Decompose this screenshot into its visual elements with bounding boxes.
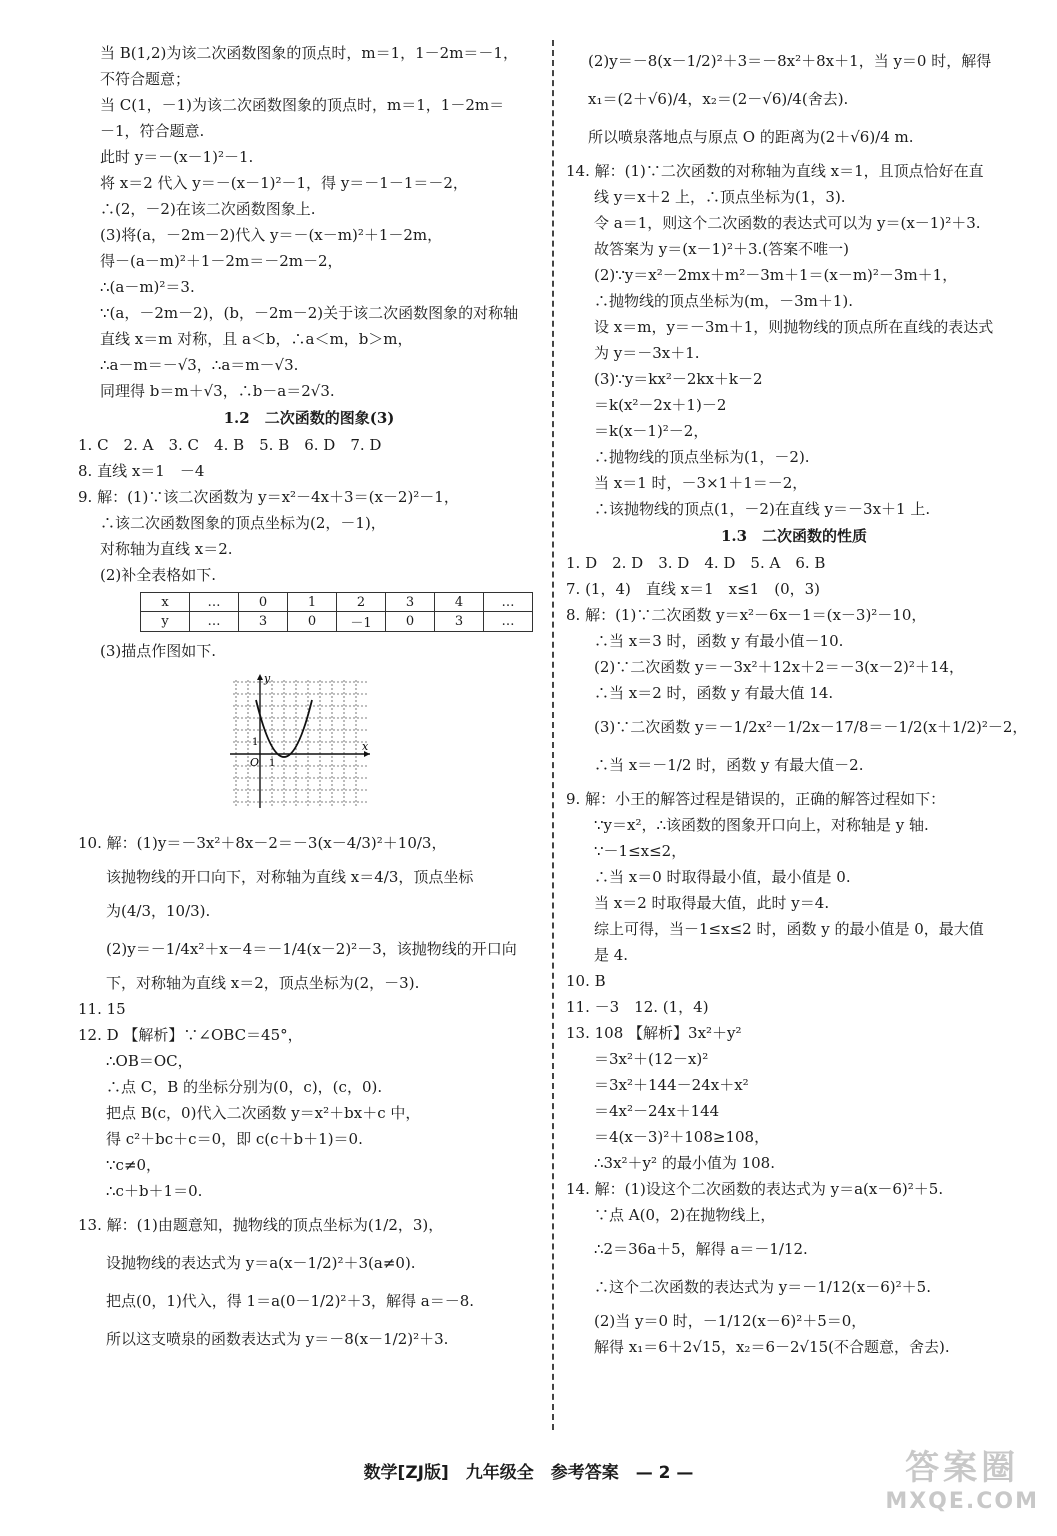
answer-line: 10. 解：(1)y＝－3x²＋8x－2＝－3(x－4/3)²＋10/3，: [78, 834, 447, 852]
text-line: (3)描点作图如下.: [100, 642, 217, 660]
text-line: 不符合题意；: [100, 70, 191, 88]
text-line: (3)∵y＝kx²－2kx＋k－2: [594, 370, 763, 388]
y-unit-label: 1: [252, 737, 259, 748]
text-line: ∴当 x＝－1/2 时，函数 y 有最大值－2.: [594, 756, 864, 774]
text-line: ∴这个二次函数的表达式为 y＝－1/12(x－6)²＋5.: [594, 1278, 931, 1296]
text-line: ＝k(x－1)²－2，: [594, 422, 709, 440]
table-cell: 3: [435, 612, 484, 632]
text-line: ＝k(x²－2x＋1)－2: [594, 396, 727, 414]
text-line: 所以这支喷泉的函数表达式为 y＝－8(x－1/2)²＋3.: [106, 1330, 449, 1348]
text-line: (2)y＝－1/4x²＋x－4＝－1/4(x－2)²－3，该抛物线的开口向: [106, 940, 517, 958]
answer-line: 9. 解：(1)∵该二次函数为 y＝x²－4x＋3＝(x－2)²－1，: [78, 488, 459, 506]
answer-line: 9. 解：小王的解答过程是错误的，正确的解答过程如下：: [566, 790, 946, 808]
answer-line: 14. 解：(1)∵二次函数的对称轴为直线 x＝1，且顶点恰好在直: [566, 162, 984, 180]
answer-line: 13. 解：(1)由题意知，抛物线的顶点坐标为(1/2，3)，: [78, 1216, 444, 1234]
text-line: －1，符合题意.: [100, 122, 205, 140]
right-column: [566, 40, 1028, 1360]
text-line: ∴该抛物线的顶点(1，－2)在直线 y＝－3x＋1 上.: [594, 500, 931, 518]
text-line: 直线 x＝m 对称，且 a＜b，∴a＜m，b＞m，: [100, 330, 413, 348]
text-line: ∴当 x＝3 时，函数 y 有最小值－10.: [594, 632, 844, 650]
text-line: ∴(2，－2)在该二次函数图象上.: [100, 200, 316, 218]
answer-line: 1. C 2. A 3. C 4. B 5. B 6. D 7. D: [78, 436, 382, 454]
text-line: 设抛物线的表达式为 y＝a(x－1/2)²＋3(a≠0).: [106, 1254, 416, 1272]
text-line: (2)∵y＝x²－2mx＋m²－3m＋1＝(x－m)²－3m＋1，: [594, 266, 958, 284]
text-line: ∴抛物线的顶点坐标为(1，－2).: [594, 448, 810, 466]
text-line: 得 c²＋bc＋c＝0，即 c(c＋b＋1)＝0.: [106, 1130, 363, 1148]
table-cell: 4: [435, 593, 484, 612]
text-line: 当 x＝1 时，－3×1＋1＝－2，: [594, 474, 808, 492]
table-cell: 1: [288, 593, 337, 612]
section-title: 1.3 二次函数的性质: [720, 527, 868, 545]
text-line: ＝3x²＋144－24x＋x²: [594, 1076, 749, 1094]
section-title: 1.2 二次函数的图象(3): [223, 409, 395, 427]
text-line: 设 x＝m，y＝－3m＋1，则抛物线的顶点所在直线的表达式: [594, 318, 994, 336]
value-table: [140, 592, 533, 632]
text-line: 把点(0，1)代入，得 1＝a(0－1/2)²＋3，解得 a＝－8.: [106, 1292, 475, 1310]
text-line: 把点 B(c，0)代入二次函数 y＝x²＋bx＋c 中，: [106, 1104, 421, 1122]
answer-line: 13. 108 【解析】3x²＋y²: [566, 1024, 742, 1042]
text-line: ＝3x²＋(12－x)²: [594, 1050, 709, 1068]
table-cell: y: [141, 612, 190, 632]
text-line: ∵－1≤x≤2，: [594, 842, 687, 860]
text-line: (2)∵二次函数 y＝－3x²＋12x＋2＝－3(x－2)²＋14，: [594, 658, 964, 676]
table-cell: 3: [239, 612, 288, 632]
text-line: ∴(a－m)²＝3.: [100, 278, 195, 296]
text-line: 对称轴为直线 x＝2.: [100, 540, 233, 558]
text-line: 当 B(1,2)为该二次函数图象的顶点时，m＝1，1－2m＝－1，: [100, 44, 518, 62]
table-cell: 0: [386, 612, 435, 632]
table-cell: 0: [239, 593, 288, 612]
x-axis-label: x: [362, 740, 369, 753]
text-line: 为(4/3，10/3).: [106, 902, 211, 920]
text-line: ＝4x²－24x＋144: [594, 1102, 720, 1120]
text-line: ∴2＝36a＋5，解得 a＝－1/12.: [594, 1240, 808, 1258]
page-footer: 数学[ZJ版] 九年级全 参考答案 — 2 —: [363, 1463, 694, 1483]
text-line: 是 4.: [594, 946, 629, 964]
answer-line: 11. －3 12. (1，4): [566, 998, 709, 1016]
table-cell: …: [484, 612, 533, 632]
text-line: 所以喷泉落地点与原点 O 的距离为(2＋√6)/4 m.: [588, 128, 914, 146]
answer-line: 10. B: [566, 972, 606, 990]
text-line: 解得 x₁＝6＋2√15，x₂＝6－2√15(不合题意，舍去).: [594, 1338, 950, 1356]
text-line: 当 x＝2 时取得最大值，此时 y＝4.: [594, 894, 830, 912]
text-line: 故答案为 y＝(x－1)²＋3.(答案不唯一): [594, 240, 849, 258]
text-line: 当 C(1，－1)为该二次函数图象的顶点时，m＝1，1－2m＝: [100, 96, 505, 114]
table-cell: －1: [337, 612, 386, 632]
table-cell: 3: [386, 593, 435, 612]
text-line: (3)将(a，－2m－2)代入 y＝－(x－m)²＋1－2m，: [100, 226, 443, 244]
text-line: ∵c≠0，: [106, 1156, 162, 1174]
watermark-domain: MXQE.COM: [885, 1489, 1039, 1514]
text-line: ＝4(x－3)²＋108≥108，: [594, 1128, 770, 1146]
text-line: ∵(a，－2m－2)，(b，－2m－2)关于该二次函数图象的对称轴: [100, 304, 519, 322]
text-line: (2)补全表格如下.: [100, 566, 217, 584]
text-line: ∴当 x＝0 时取得最小值，最小值是 0.: [594, 868, 851, 886]
table-cell: …: [484, 593, 533, 612]
text-line: (2)当 y＝0 时，－1/12(x－6)²＋5＝0，: [594, 1312, 867, 1330]
answer-line: 11. 15: [78, 1000, 126, 1018]
text-line: ∴该二次函数图象的顶点坐标为(2，－1)，: [100, 514, 386, 532]
text-line: 得－(a－m)²＋1－2m＝－2m－2，: [100, 252, 343, 270]
text-line: ∴a－m＝－√3，∴a＝m－√3.: [100, 356, 299, 374]
table-cell: 2: [337, 593, 386, 612]
table-cell: 0: [288, 612, 337, 632]
text-line: ∴当 x＝2 时，函数 y 有最大值 14.: [594, 684, 834, 702]
answer-line: 8. 直线 x＝1 －4: [78, 462, 205, 480]
left-column: [78, 40, 540, 1360]
column-divider: [552, 40, 554, 1430]
text-line: 令 a＝1，则这个二次函数的表达式可以为 y＝(x－1)²＋3.: [594, 214, 981, 232]
text-line: 同理得 b＝m＋√3，∴b－a＝2√3.: [100, 382, 335, 400]
table-row: [141, 612, 533, 632]
text-line: ∴抛物线的顶点坐标为(m，－3m＋1).: [594, 292, 854, 310]
text-line: 该抛物线的开口向下，对称轴为直线 x＝4/3，顶点坐标: [106, 868, 474, 886]
y-axis-label: y: [264, 672, 271, 685]
text-line: ∴c＋b＋1＝0.: [106, 1182, 203, 1200]
answer-line: 1. D 2. D 3. D 4. D 5. A 6. B: [566, 554, 826, 572]
y-axis-arrow: [257, 674, 263, 680]
x-unit-label: 1: [269, 758, 276, 769]
answer-line: 8. 解：(1)∵二次函数 y＝x²－6x－1＝(x－3)²－10，: [566, 606, 927, 624]
text-line: 为 y＝－3x＋1.: [594, 344, 700, 362]
text-line: (2)y＝－8(x－1/2)²＋3＝－8x²＋8x＋1，当 y＝0 时，解得: [588, 52, 992, 70]
text-line: ∴点 C，B 的坐标分别为(0，c)，(c，0).: [106, 1078, 383, 1096]
text-line: x₁＝(2＋√6)/4，x₂＝(2－√6)/4(舍去).: [588, 90, 849, 108]
text-line: 线 y＝x＋2 上，∴顶点坐标为(1，3).: [594, 188, 846, 206]
text-line: (3)∵二次函数 y＝－1/2x²－1/2x－17/8＝－1/2(x＋1/2)²－2，: [594, 718, 1028, 736]
text-line: 将 x＝2 代入 y＝－(x－1)²－1，得 y＝－1－1＝－2，: [100, 174, 468, 192]
text-line: ∴3x²＋y² 的最小值为 108.: [594, 1154, 775, 1172]
text-line: ∵点 A(0，2)在抛物线上，: [594, 1206, 776, 1224]
table-cell: x: [141, 593, 190, 612]
watermark-logo: [885, 1440, 1039, 1514]
table-row: [141, 593, 533, 612]
answer-line: 12. D 【解析】∵∠OBC＝45°，: [78, 1026, 303, 1044]
parabola-graph: [228, 672, 373, 812]
text-line: 综上可得，当－1≤x≤2 时，函数 y 的最小值是 0，最大值: [594, 920, 984, 938]
text-line: ∵y＝x²，∴该函数的图象开口向上，对称轴是 y 轴.: [594, 816, 929, 834]
table-cell: …: [190, 612, 239, 632]
origin-label: O: [250, 756, 260, 769]
text-line: ∴OB＝OC，: [106, 1052, 193, 1070]
table-cell: …: [190, 593, 239, 612]
text-line: 此时 y＝－(x－1)²－1.: [100, 148, 254, 166]
text-line: 下，对称轴为直线 x＝2，顶点坐标为(2，－3).: [106, 974, 420, 992]
watermark-title: 答案圈: [905, 1448, 1020, 1488]
answer-line: 7. (1，4) 直线 x＝1 x≤1 (0，3): [566, 580, 821, 598]
answer-line: 14. 解：(1)设这个二次函数的表达式为 y＝a(x－6)²＋5.: [566, 1180, 944, 1198]
